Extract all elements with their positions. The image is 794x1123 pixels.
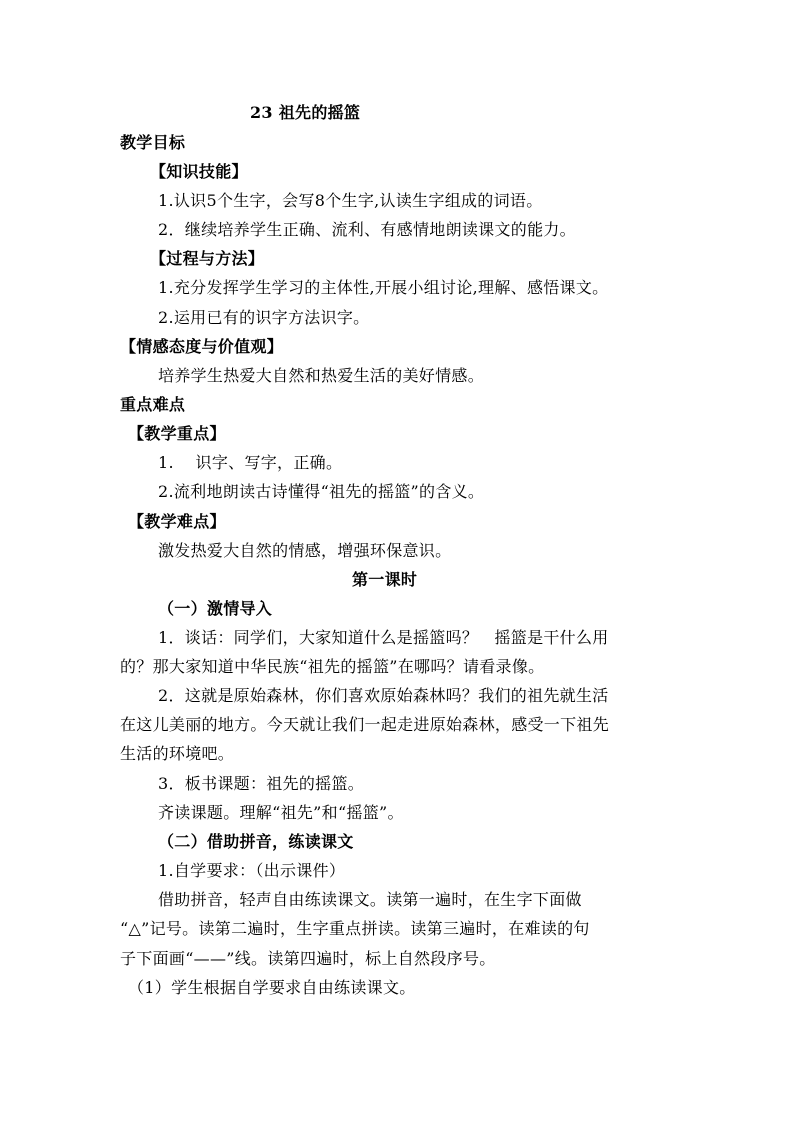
process-heading: 【过程与方法】 bbox=[150, 249, 265, 268]
section2-paragraph2-line3: 子下面画“——”线。读第四遍时，标上自然段序号。 bbox=[120, 949, 496, 968]
document-title: 23 祖先的摇篮 bbox=[250, 103, 361, 122]
section2-paragraph2-line2: “△”记号。读第二遍时，生字重点拼读。读第三遍时，在难读的句 bbox=[120, 919, 590, 938]
knowledge-item-2: 2．继续培养学生正确、流利、有感情地朗读课文的能力。 bbox=[158, 220, 576, 239]
section2-paragraph1: 1.自学要求：（出示课件） bbox=[158, 861, 346, 880]
difficult-item-1: 激发热爱大自然的情感，增强环保意识。 bbox=[158, 541, 452, 560]
lesson-title: 第一课时 bbox=[352, 570, 418, 589]
key-item-1: 1. 识字、写字，正确。 bbox=[158, 453, 343, 472]
process-item-1: 1.充分发挥学生学习的主体性,开展小组讨论,理解、感悟课文。 bbox=[158, 278, 609, 297]
key-difficult-heading: 重点难点 bbox=[120, 395, 186, 414]
emotion-heading: 【情感态度与价值观】 bbox=[120, 337, 284, 356]
section1-heading: （一）激情导入 bbox=[158, 599, 273, 618]
objectives-heading: 教学目标 bbox=[120, 133, 186, 152]
section1-paragraph3: 3．板书课题：祖先的摇篮。 bbox=[158, 774, 365, 793]
knowledge-item-1: 1.认识5个生字，会写8个生字,认读生字组成的词语。 bbox=[158, 191, 543, 210]
key-heading: 【教学重点】 bbox=[128, 424, 226, 443]
emotion-item-1: 培养学生热爱大自然和热爱生活的美好情感。 bbox=[158, 366, 485, 385]
section2-paragraph2-line1: 借助拼音，轻声自由练读课文。读第一遍时，在生字下面做 bbox=[158, 890, 582, 909]
section2-paragraph3: （1）学生根据自学要求自由练读课文。 bbox=[128, 978, 416, 997]
section1-paragraph1-line2: 的？那大家知道中华民族“祖先的摇篮”在哪吗？请看录像。 bbox=[120, 657, 545, 676]
section1-paragraph2-line3: 生活的环境吧。 bbox=[120, 744, 235, 763]
key-item-2: 2.流利地朗读古诗懂得“祖先的摇篮”的含义。 bbox=[158, 482, 485, 501]
section1-paragraph4: 齐读课题。理解“祖先”和“摇篮”。 bbox=[158, 803, 404, 822]
section1-paragraph2-line2: 在这儿美丽的地方。今天就让我们一起走进原始森林，感受一下祖先 bbox=[120, 715, 610, 734]
difficult-heading: 【教学难点】 bbox=[128, 512, 226, 531]
knowledge-heading: 【知识技能】 bbox=[150, 162, 248, 181]
section2-heading: （二）借助拼音，练读课文 bbox=[158, 832, 354, 851]
section1-paragraph1-line1: 1．谈话：同学们，大家知道什么是摇篮吗？ 摇篮是干什么用 bbox=[158, 628, 609, 647]
section1-paragraph2-line1: 2．这就是原始森林，你们喜欢原始森林吗？我们的祖先就生活 bbox=[158, 686, 609, 705]
process-item-2: 2.运用已有的识字方法识字。 bbox=[158, 308, 370, 327]
